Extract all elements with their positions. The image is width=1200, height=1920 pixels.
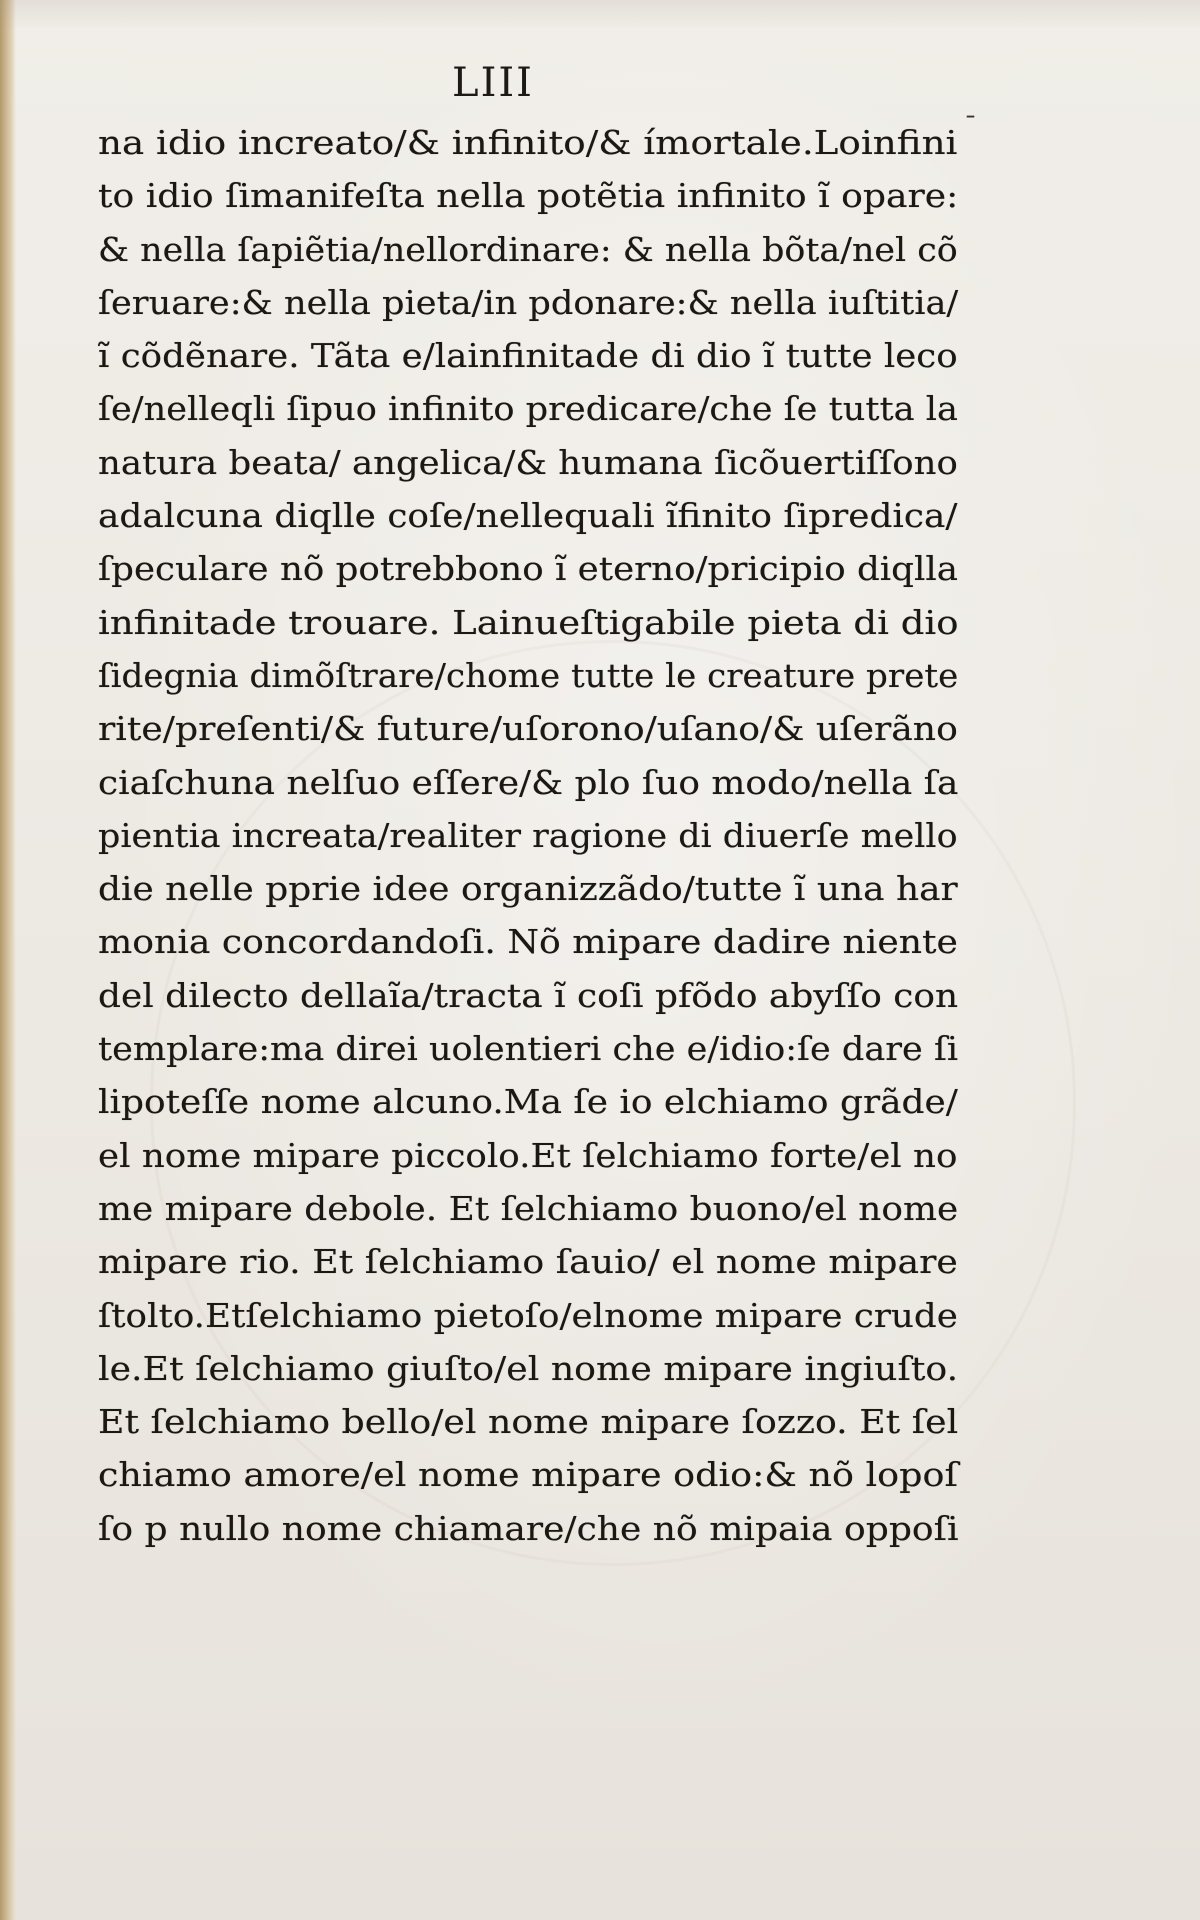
margin-stray-mark: ˉ xyxy=(964,112,977,142)
page-binding-edge xyxy=(0,0,16,1920)
text-line: pientia increata/realiter ragione di diuerſe mello xyxy=(98,815,958,855)
text-line: ſe/nelleqli ſipuo infinito predicare/che ſe tutta la xyxy=(98,389,958,429)
text-line: to idio ſimanifeſta nella potẽtia infinito ĩ opare: xyxy=(98,176,959,216)
text-line: mipare rio. Et ſelchiamo ſauio/ el nome mipare xyxy=(98,1242,958,1282)
text-line: infinitade trouare. Lainueſtigabile pieta di dio xyxy=(98,602,959,642)
text-line: le.Et ſelchiamo giuſto/el nome mipare ingiuſto. xyxy=(98,1348,959,1388)
text-line: monia concordandoſi. Nõ mipare dadire niente xyxy=(98,922,958,962)
text-line: chiamo amore/el nome mipare odio:& nõ lopoſ xyxy=(98,1455,958,1495)
text-line: rite/preſenti/& future/uſorono/uſano/& uſerãno xyxy=(98,709,958,749)
text-line: ſo p nullo nome chiamare/che nõ mipaia oppoſi xyxy=(98,1508,959,1548)
text-line: el nome mipare piccolo.Et ſelchiamo forte/el no xyxy=(98,1135,958,1175)
text-line: na idio increato/& infinito/& ímortale.Loinfini xyxy=(98,123,958,162)
text-line: lipoteſſe nome alcuno.Ma ſe io elchiamo grãde/ xyxy=(98,1082,958,1122)
text-line: ſeruare:& nella pieta/in pdonare:& nella iuſtitia/ xyxy=(98,282,959,322)
text-line: adalcuna diqlle coſe/nellequali ĩfinito ſipredica/ xyxy=(98,496,958,536)
text-line: ciaſchuna nelſuo eſſere/& plo ſuo modo/nella ſa xyxy=(98,762,959,802)
text-line: ſidegnia dimõſtrare/chome tutte le creature prete xyxy=(98,655,959,695)
text-line: del dilecto dellaĩa/tracta ĩ coſi pfõdo abyſſo con xyxy=(98,975,959,1015)
text-line: ſtolto.Etſelchiamo pietoſo/elnome mipare crude xyxy=(98,1295,958,1335)
text-line: Et ſelchiamo bello/el nome mipare ſozzo. Et ſel xyxy=(98,1402,959,1442)
folio-number: LIII xyxy=(452,60,534,106)
text-line: natura beata/ angelica/& humana ſicõuertiſſono xyxy=(98,442,958,482)
text-line: die nelle pprie idee organizzãdo/tutte ĩ una har xyxy=(98,869,958,909)
text-line: ĩ cõdẽnare. Tãta e/lainfinitade di dio ĩ tutte leco xyxy=(98,336,958,376)
text-line: templare:ma direi uolentieri che e/idio:ſe dare ſi xyxy=(98,1029,959,1069)
page-top-shadow xyxy=(0,0,1200,30)
text-block xyxy=(98,116,958,1555)
text-line: ſpeculare nõ potrebbono ĩ eterno/pricipio diqlla xyxy=(98,549,958,589)
text-line: & nella ſapiẽtia/nellordinare: & nella bõta/nel cõ xyxy=(98,229,958,269)
text-line: me mipare debole. Et ſelchiamo buono/el nome xyxy=(98,1188,959,1228)
